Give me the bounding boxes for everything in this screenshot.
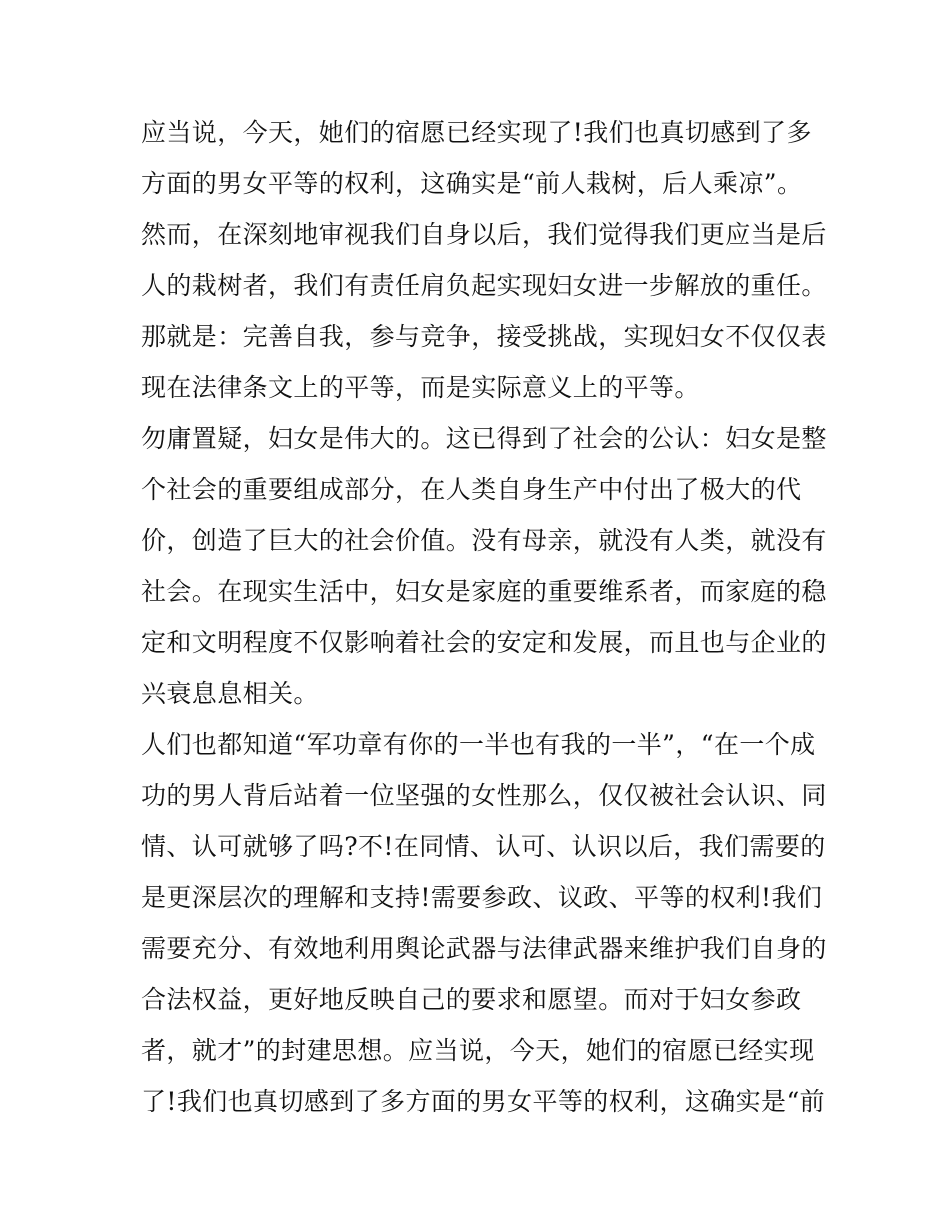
text-line: 是更深层次的理解和支持!需要参政、议政、平等的权利!我们 [141,883,823,912]
text-line: 兴衰息息相关。 [141,679,319,708]
text-line: 者，就才”的封建思想。应当说，今天，她们的宿愿已经实现 [141,1036,815,1065]
text-line: 人的栽树者，我们有责任肩负起实现妇女进一步解放的重任。 [141,271,827,300]
text-line: 情、认可就够了吗?不!在同情、认可、认识以后，我们需要的 [141,832,826,861]
text-line: 人们也都知道“军功章有你的一半也有我的一半”，“在一个成 [141,730,816,759]
text-line: 定和文明程度不仅影响着社会的安定和发展，而且也与企业的 [141,628,827,657]
text-line: 合法权益，更好地反映自己的要求和愿望。而对于妇女参政 [141,985,802,1014]
text-line: 勿庸置疑，妇女是伟大的。这已得到了社会的公认：妇女是整 [141,424,827,453]
text-line: 价，创造了巨大的社会价值。没有母亲，就没有人类，就没有 [141,526,827,555]
text-line: 那就是：完善自我，参与竞争，接受挑战，实现妇女不仅仅表 [141,322,827,351]
body-text [141,107,827,1127]
text-line: 了!我们也真切感到了多方面的男女平等的权利，这确实是“前 [141,1087,826,1116]
text-line: 社会。在现实生活中，妇女是家庭的重要维系者，而家庭的稳 [141,577,827,606]
text-line: 方面的男女平等的权利，这确实是“前人栽树，后人乘凉”。 [141,169,803,198]
text-line: 个社会的重要组成部分，在人类自身生产中付出了极大的代 [141,475,802,504]
text-line: 应当说，今天，她们的宿愿已经实现了!我们也真切感到了多 [141,118,812,147]
text-line: 现在法律条文上的平等，而是实际意义上的平等。 [141,373,700,402]
text-line: 然而，在深刻地审视我们自身以后，我们觉得我们更应当是后 [141,220,827,249]
text-line: 功的男人背后站着一位坚强的女性那么，仅仅被社会认识、同 [141,781,827,810]
text-line: 需要充分、有效地利用舆论武器与法律武器来维护我们自身的 [141,934,827,963]
